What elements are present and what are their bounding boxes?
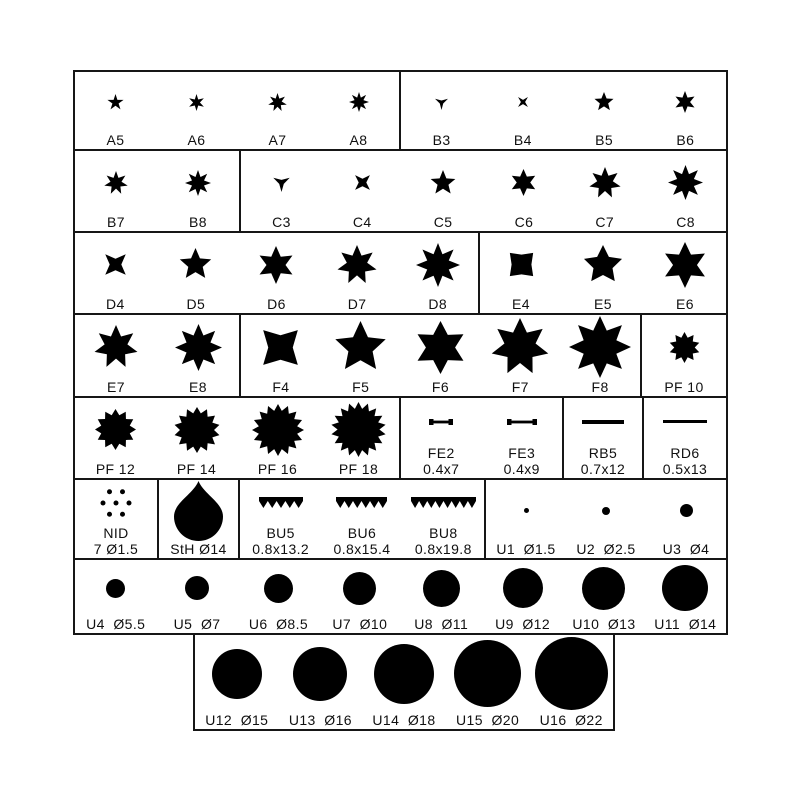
shape-holder [564,398,642,445]
catalog-cell-U14 [362,635,446,729]
cell-label: B6 [676,131,695,148]
catalog-box [238,478,486,560]
shape-holder [159,480,238,541]
cell-label: U5 Ø7 [173,615,221,632]
cell-label: C5 [433,213,453,230]
catalog-box [157,478,240,560]
catalog-cell-U13 [279,635,363,729]
cell-label: PF 14 [176,460,217,477]
shape-holder [75,72,156,132]
cell-label: A7 [268,131,287,148]
circle-icon [212,649,262,699]
catalog-cell-PF [237,398,318,478]
catalog-cell-BU8 [403,480,484,558]
star-14-icon [174,407,220,453]
star-6-icon [414,321,467,374]
catalog-cell-B8 [157,151,239,231]
star-4-icon [352,172,373,193]
catalog-cell-E7 [75,315,157,396]
shape-holder [482,560,563,616]
star-5-icon [594,92,614,112]
catalog-box [399,70,728,151]
catalog-box [193,633,615,731]
shape-holder [156,398,237,461]
circle-icon [293,647,347,701]
cell-label: U4 Ø5.5 [86,615,146,632]
shape-holder [156,560,237,616]
shape-holder [484,151,565,214]
shape-holder [75,560,156,616]
shape-holder [236,233,317,296]
catalog-cell-NID [75,480,157,558]
catalog-box [73,558,728,635]
catalog-box [399,396,564,480]
cell-label: D5 [186,295,206,312]
circle-icon [602,507,610,515]
star-6-icon [257,246,295,284]
catalog-cell-U7 [319,560,400,633]
cell-label: F7 [511,378,529,395]
catalog-cell-PF [642,315,726,396]
cell-label: F5 [352,378,370,395]
circle-icon [343,572,376,605]
catalog-cell-E4 [480,233,562,313]
shape-holder [401,72,482,132]
circle-icon [680,504,693,517]
catalog-cell-U12 [195,635,279,729]
catalog-cell-U6 [238,560,319,633]
shape-holder [75,315,157,379]
shape-holder [156,72,237,132]
star-8-icon [175,324,222,371]
catalog-cell-D6 [236,233,317,313]
catalog-cell-B6 [645,72,726,149]
cell-label: D8 [428,295,448,312]
shape-holder [157,315,239,379]
cell-label: D7 [347,295,367,312]
cell-label: U7 Ø10 [332,615,388,632]
catalog-box [239,149,728,233]
circle-icon [454,640,521,707]
cell-label: U16 Ø22 [539,711,603,728]
cell-label: BU8 0.8x19.8 [414,525,472,557]
catalog-cell-E8 [157,315,239,396]
bar-icon [582,420,624,424]
cell-label: RB5 0.7x12 [580,445,626,477]
circle-icon [106,579,125,598]
shape-holder [564,72,645,132]
catalog-box [640,313,728,398]
teardrop-icon [174,481,223,541]
catalog-cell-B3 [401,72,482,149]
shape-holder [401,560,482,616]
catalog-box [73,396,401,480]
shape-holder [75,151,157,214]
catalog-cell-BU6 [321,480,402,558]
cell-label: NID 7 Ø1.5 [93,525,139,557]
catalog-cell-U4 [75,560,156,633]
shape-holder [362,635,446,712]
shape-holder [318,72,399,132]
cell-label: PF 18 [338,460,379,477]
shape-holder [564,151,645,214]
cell-label: BU6 0.8x15.4 [333,525,391,557]
star-8-icon [569,316,631,378]
star-5-icon [583,245,623,285]
cell-label: BU5 0.8x13.2 [252,525,310,557]
cell-label: B4 [513,131,532,148]
cell-label: FE2 0.4x7 [423,445,460,477]
cell-label: C3 [272,213,291,230]
star-6-icon [188,94,205,111]
line-with-ends-icon [429,419,453,425]
circle-icon [374,644,434,704]
cell-label: U6 Ø8.5 [248,615,309,632]
catalog-cell-E6 [644,233,726,313]
shape-holder [645,151,726,214]
cell-label: F4 [272,378,290,395]
catalog-cell-F7 [480,315,560,396]
cell-label: A8 [349,131,368,148]
catalog-cell-D4 [75,233,156,313]
catalog-cell-A8 [318,72,399,149]
shape-holder [321,480,402,525]
star-12-icon [95,409,136,450]
catalog-cell-FE2 [401,398,482,478]
catalog-cell-B5 [564,72,645,149]
shape-holder [238,560,319,616]
cell-label: U12 Ø15 [205,711,269,728]
cell-label: U8 Ø11 [414,615,469,632]
star-7-icon [104,171,128,195]
shape-holder [241,151,322,214]
shape-holder [486,480,566,541]
cell-label: C4 [352,213,372,230]
star-4-icon [516,95,530,109]
shape-holder [318,398,399,461]
shape-holder [322,151,403,214]
shape-holder [401,398,482,445]
star-5-icon [430,170,456,196]
circle-icon [185,576,209,600]
cell-label: E5 [594,295,612,312]
catalog-cell-D5 [156,233,237,313]
shape-holder [566,480,646,541]
star-8-icon [185,170,211,196]
shape-holder [317,233,398,296]
star-6-icon [662,242,708,288]
shape-holder [562,233,644,296]
shape-holder [646,480,726,541]
circle-icon [264,574,293,603]
shape-holder [319,560,400,616]
catalog-box [73,231,480,315]
star-5-icon [334,321,387,374]
line-with-ends-icon [507,419,537,425]
circle-icon [582,567,625,610]
cell-label: A6 [187,131,206,148]
catalog-cell-D8 [397,233,478,313]
cell-label: B8 [189,213,207,230]
star-8-icon [416,243,460,287]
cell-label: PF 10 [664,378,704,395]
catalog-cell-U5 [156,560,237,633]
cell-label: B5 [595,131,614,148]
catalog-box [484,478,728,560]
cell-label: E6 [676,295,694,312]
circle-icon [662,565,708,611]
star-4-icon [505,248,538,281]
catalog-cell-A7 [237,72,318,149]
catalog-cell-C6 [484,151,565,231]
catalog-cell-PF [75,398,156,478]
cell-label: E8 [189,378,207,395]
bar-icon [663,420,707,423]
shape-holder [195,635,279,712]
catalog-box [562,396,644,480]
shape-holder [401,315,481,379]
catalog-cell-B4 [482,72,563,149]
shape-holder [75,398,156,461]
shape-holder [75,233,156,296]
catalog-cell-A5 [75,72,156,149]
cell-label: C7 [595,213,615,230]
catalog-cell-BU5 [240,480,321,558]
catalog-cell-U16 [529,635,613,729]
shape-holder [279,635,363,712]
shape-holder [645,560,726,616]
cell-label: F8 [591,378,609,395]
star-3-icon [434,95,449,110]
catalog-cell-PF [156,398,237,478]
shape-holder [240,480,321,525]
cell-label: U11 Ø14 [654,615,717,632]
catalog-box [73,149,241,233]
catalog-box [478,231,728,315]
cell-label: RD6 0.5x13 [662,445,708,477]
star-7-icon [589,167,621,199]
shape-holder [75,480,157,525]
sawtooth-icon [336,497,387,508]
shape-holder [237,398,318,461]
star-6-icon [510,169,537,196]
cell-label: PF 12 [95,460,136,477]
catalog-cell-C8 [645,151,726,231]
star-10-icon [669,332,700,363]
cell-label: C6 [514,213,534,230]
star-4-icon [256,323,305,372]
catalog-box [73,478,159,560]
shape-holder [237,72,318,132]
sawtooth-icon [259,497,303,508]
cell-label: U2 Ø2.5 [576,540,636,557]
catalog-box [642,396,728,480]
shape-holder [529,635,613,712]
catalog-cell-A6 [156,72,237,149]
catalog-cell-FE3 [482,398,563,478]
cell-label: D4 [105,295,125,312]
shape-holder [156,233,237,296]
catalog-cell-D7 [317,233,398,313]
star-3-icon [272,173,291,192]
catalog-cell-RD6 [644,398,726,478]
cell-label: U15 Ø20 [456,711,520,728]
shape-holder [480,233,562,296]
catalog-cell-U1 [486,480,566,558]
cell-label: U3 Ø4 [662,540,710,557]
shape-holder [644,398,726,445]
catalog-cell-U11 [645,560,726,633]
star-7-icon [337,245,377,285]
star-7-icon [94,325,138,369]
catalog-cell-PF [318,398,399,478]
cell-label: U1 Ø1.5 [496,540,556,557]
catalog-cell-C5 [403,151,484,231]
star-6-icon [674,91,696,113]
cell-label: D6 [267,295,286,312]
catalog-cell-U8 [401,560,482,633]
shape-holder [482,398,563,445]
dot-cluster-icon [97,484,135,522]
catalog-cell-StH [159,480,238,558]
star-18-icon [331,402,386,457]
circle-icon [503,568,543,608]
cell-label: U13 Ø16 [288,711,352,728]
cell-label: U10 Ø13 [572,615,636,632]
catalog-cell-B7 [75,151,157,231]
shape-holder [397,233,478,296]
shape-holder [241,315,321,379]
cell-label: U14 Ø18 [372,711,436,728]
catalog-cell-F5 [321,315,401,396]
catalog-cell-U9 [482,560,563,633]
cell-label: F6 [431,378,450,395]
shape-holder [642,315,726,379]
catalog-cell-F4 [241,315,321,396]
shape-holder [446,635,530,712]
catalog-cell-U15 [446,635,530,729]
sawtooth-icon [411,497,476,508]
star-5-icon [179,248,212,281]
catalog-cell-U3 [646,480,726,558]
catalog-cell-RB5 [564,398,642,478]
catalog-box [73,313,241,398]
catalog-box [239,313,642,398]
cell-label: E7 [107,378,125,395]
catalog-cell-F8 [560,315,640,396]
cell-label: A5 [106,131,125,148]
catalog-cell-C3 [241,151,322,231]
shape-holder [321,315,401,379]
catalog-cell-F6 [401,315,481,396]
catalog-cell-C7 [564,151,645,231]
star-4-icon [101,250,130,279]
shape-holder [645,72,726,132]
circle-icon [524,508,529,513]
star-16-icon [252,404,304,456]
circle-icon [535,637,608,710]
cell-label: B7 [107,213,125,230]
star-8-icon [668,165,703,200]
cell-label: E4 [512,295,530,312]
cell-label: PF 16 [257,460,298,477]
shape-holder [482,72,563,132]
star-5-icon [107,94,124,111]
catalog-cell-C4 [322,151,403,231]
star-7-icon [491,318,549,376]
shape-holder [157,151,239,214]
shape-holder [560,315,640,379]
cell-label: StH Ø14 [170,540,227,557]
cell-label: B3 [432,131,451,148]
cell-label: C8 [676,213,695,230]
cell-label: FE3 0.4x9 [503,445,540,477]
star-7-icon [268,93,287,112]
circle-icon [423,570,460,607]
shape-holder [563,560,644,616]
catalog-cell-E5 [562,233,644,313]
catalog-cell-U2 [566,480,646,558]
cell-label: U9 Ø12 [495,615,551,632]
shape-holder [403,151,484,214]
shape-holder [480,315,560,379]
catalog-box [73,70,401,151]
shape-holder [403,480,484,525]
shape-holder [644,233,726,296]
catalog-cell-U10 [563,560,644,633]
star-8-icon [349,92,369,112]
